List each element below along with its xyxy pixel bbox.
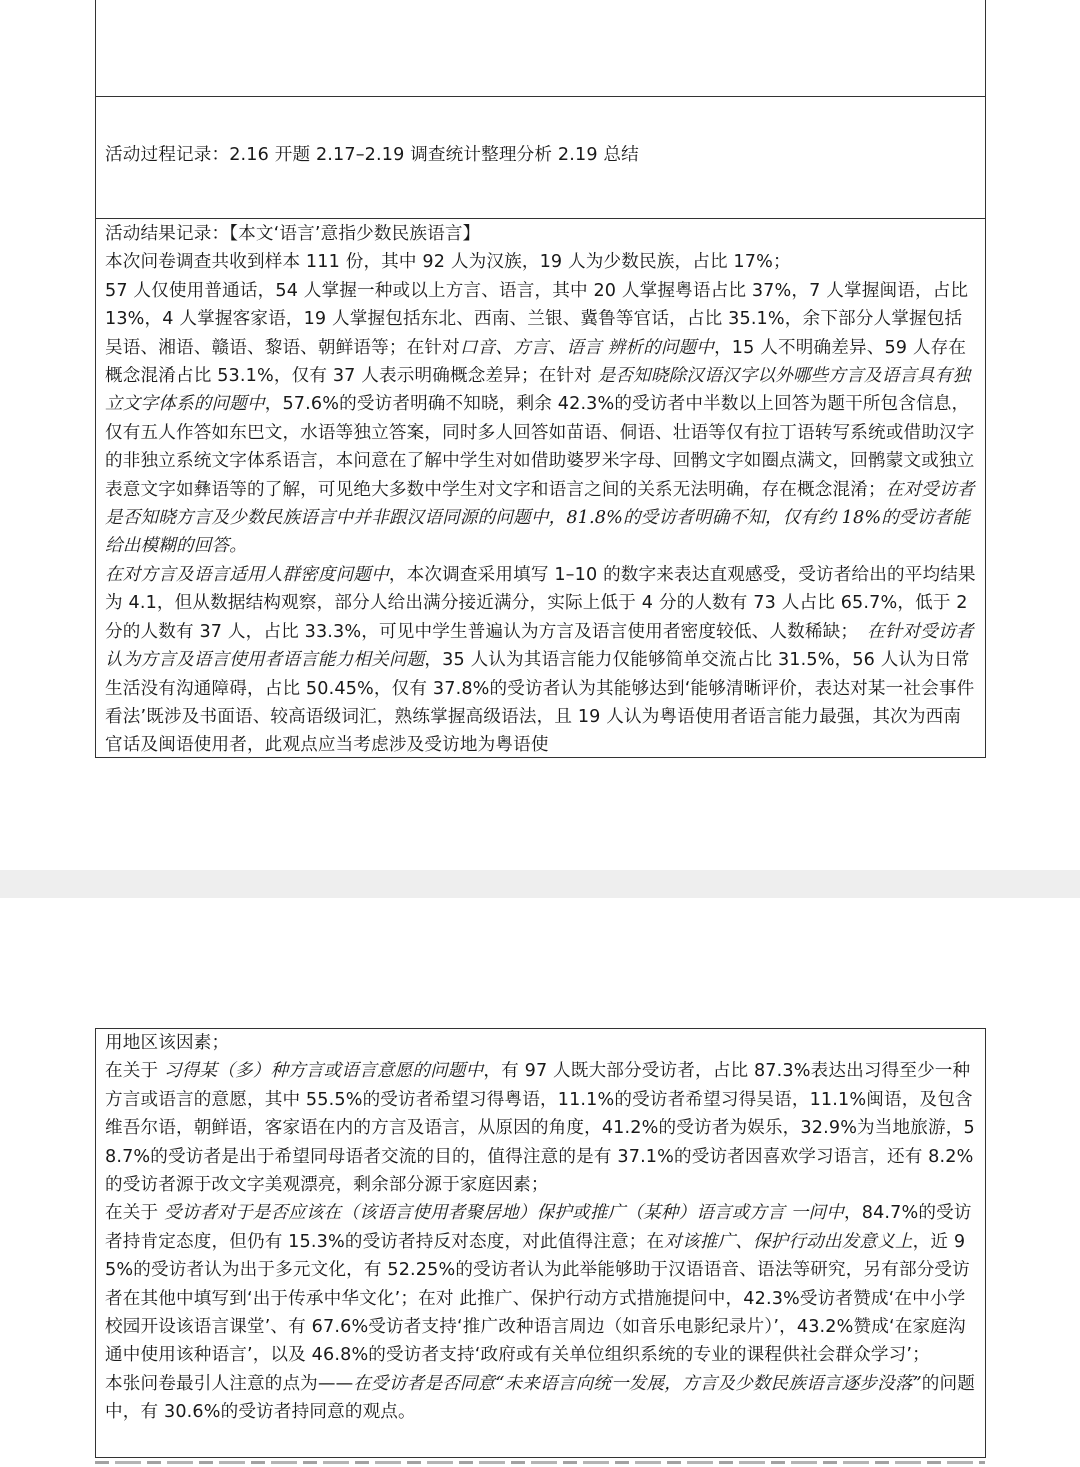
table-cell-blank (95, 0, 986, 98)
cropped-text-line (95, 1459, 985, 1465)
result-paragraph-dialects: 57 人仅使用普通话，54 人掌握一种或以上方言、语言，其中 20 人掌握粤语占比 37%，7 人掌握闽语，占比 13%，4 人掌握客家语，19 人掌握包括东北、西南、兰银、冀鲁等官话，占比 35.1%，余下部分人掌握包括吴语、湘语、赣语、黎语、朝鲜语等；在针对口音、方言、语言 辨析的问题中，15 人不明确差异、59 人存在概念混淆占比 53.1%，仅有 37 人表示明确概念差异；在针对 是否知晓除汉语汉字以外哪些方言及语言具有独立文字体系的问题中，57.6%的受访者明确不知晓，剩余 42.3%的受访者中半数以上回答为题干所包含信息，仅有五人作答如东巴文，水语等独立答案，同时多人回答如苗语、侗语、壮语等仅有拉丁语转写系统或借助汉字的非独立系统文字体系语言，本问意在了解中学生对如借助婆罗米字母、回鹘文字如圈点满文，回鹘蒙文或独立表意文字如彝语等的了解，可见绝大多数中学生对文字和语言之间的关系无法明确，存在概念混淆；在对受访者是否知晓方言及少数民族语言中并非跟汉语同源的问题中，81.8%的受访者明确不知，仅有约 18%的受访者能给出模糊的回答。 (105, 280, 975, 557)
continued-paragraph-unification: 本张问卷最引人注意的点为——在受访者是否同意“未来语言向统一发展，方言及少数民族语言逐步没落”的问题中，有 30.6%的受访者持同意的观点。 (105, 1373, 976, 1423)
document-page-bottom (0, 898, 1080, 1467)
result-paragraph-sample: 本次问卷调查共收到样本 111 份，其中 92 人为汉族，19 人为少数民族，占比 17%； (105, 252, 791, 273)
continued-paragraph-protection: 在关于 受访者对于是否应该在（该语言使用者聚居地）保护或推广（某种）语言或方言 一问中，84.7%的受访者持肯定态度，但仍有 15.3%的受访者持反对态度，对此值得注意；在对该推广、保护行动出发意义上，近 95%的受访者认为出于多元文化，有 52.25%的受访者认为此举能够助于汉语语音、语法等研究，另有部分受访者在其他中填写到‘出于传承中华文化’；在对 此推广、保护行动方式措施提问中，42.3%受访者赞成‘在中小学校园开设该语言课堂’、有 67.6%受访者支持‘推广改种语言周边（如音乐电影纪录片）’，43.2%赞成‘在家庭沟通中使用该种语言’，以及 46.8%的受访者支持‘政府或有关单位组织系统的专业的课程供社会群众学习’； (105, 1203, 972, 1366)
result-heading: 活动结果记录：【本文‘语言’意指少数民族语言】 (105, 224, 481, 244)
process-record-text: 活动过程记录：2.16 开题 2.17–2.19 调查统计整理分析 2.19 总结 (105, 145, 639, 165)
page-separator (0, 870, 1080, 898)
table-cell-result-continued (95, 1028, 986, 1458)
result-paragraph-density: 在对方言及语言适用人群密度问题中，本次调查采用填写 1–10 的数字来表达直观感受，受访者给出的平均结果为 4.1，但从数据结构观察，部分人给出满分接近满分，实际上低于 4 分的人数有 73 人占比 65.7%，低于 2 分的人数有 37 人，占比 33.3%，可见中学生普遍认为方言及语言使用者密度较低、人数稀缺； 在针对受访者认为方言及语言使用者语言能力相关问题，35 人认为其语言能力仅能够简单交流占比 31.5%，56 人认为日常生活没有沟通障碍，占比 50.45%，仅有 37.8%的受访者认为其能够达到‘能够清晰评价，表达对某一社会事件看法’既涉及书面语、较高语级词汇，熟练掌握高级语法，且 19 人认为粤语使用者语言能力最强，其次为西南官话及闽语使用者，此观点应当考虑涉及受访地为粤语使 (105, 564, 976, 756)
continued-paragraph-region: 用地区该因素； (105, 1033, 230, 1053)
table-cell-process-record (95, 96, 986, 220)
table-cell-result-record (95, 218, 986, 758)
continued-paragraph-willingness: 在关于 习得某（多）种方言或语言意愿的问题中，有 97 人既大部分受访者，占比 87.3%表达出习得至少一种方言或语言的意愿，其中 55.5%的受访者希望习得粤语，11.1%的受访者希望习得吴语，11.1%闽语，及包含维吾尔语，朝鲜语，客家语在内的方言及语言，从原因的角度，41.2%的受访者为娱乐，32.9%为当地旅游，58.7%的受访者是出于希望同母语者交流的目的，值得注意的是有 37.1%的受访者因喜欢学习语言，还有 8.2%的受访者源于改文字美观漂亮，剩余部分源于家庭因素； (105, 1061, 975, 1196)
